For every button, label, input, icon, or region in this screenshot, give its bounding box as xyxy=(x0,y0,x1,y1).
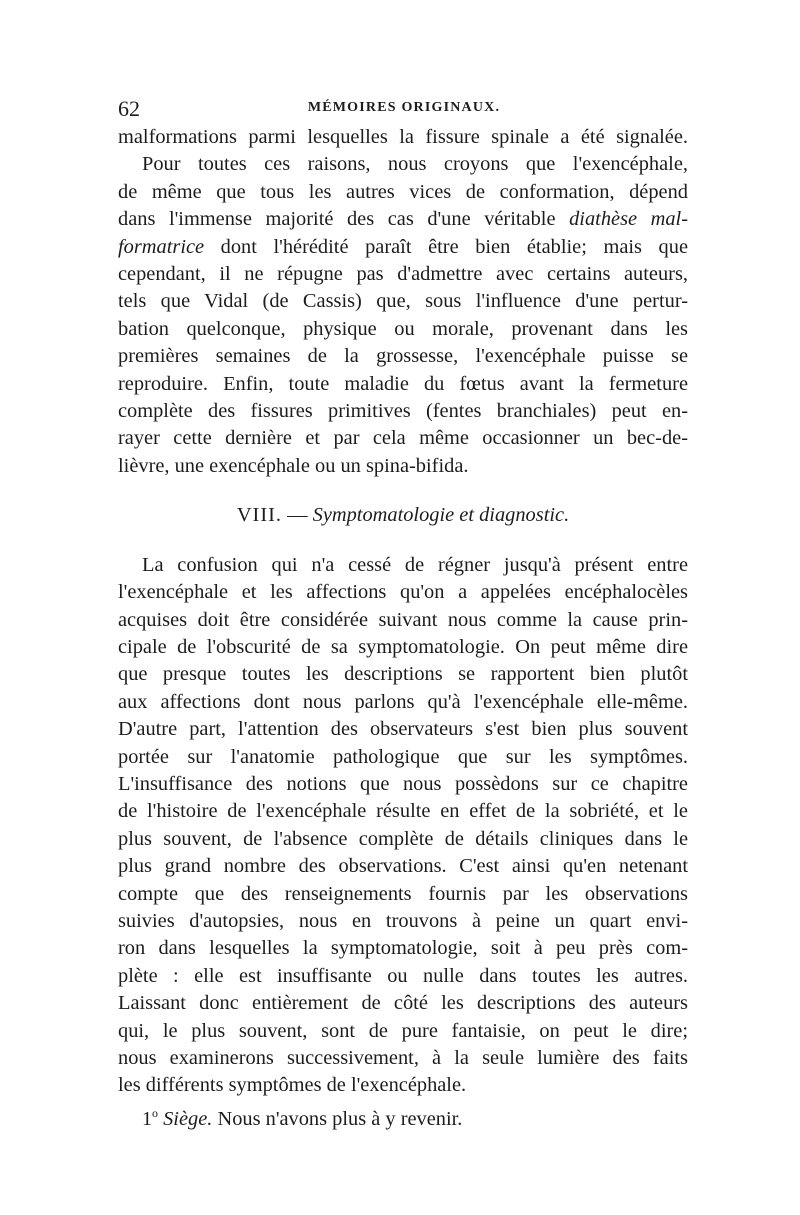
text-line: compte que des renseignements fournis par les observations xyxy=(118,882,688,905)
italic-term: diathèse mal- xyxy=(569,208,689,231)
text-line: complète des fissures primitives (fentes branchiales) peut en- xyxy=(118,400,688,423)
subsection-line xyxy=(118,1100,688,1133)
text-line: portée sur l'anatomie pathologique que sur les symptômes. xyxy=(118,745,688,768)
text-line: lièvre, une exencéphale ou un spina-bifida. xyxy=(118,454,469,477)
text-line: plète : elle est insuffisante ou nulle dans toutes les autres. xyxy=(118,964,688,987)
text-line: L'insuffisance des notions que nous possèdons sur ce chapitre xyxy=(118,772,688,795)
text-line: premières semaines de la grossesse, l'exencéphale puisse se xyxy=(118,345,688,368)
text-segment: dont l'hérédité paraît être bien établie; mais que xyxy=(204,235,688,258)
section-dash: — xyxy=(282,504,313,527)
section-title: Symptomatologie et diagnostic. xyxy=(312,504,570,527)
text-line: qui, le plus souvent, sont de pure fantaisie, on peut le dire; xyxy=(118,1019,688,1042)
text-line: ron dans lesquelles la symptomatologie, soit à peu près com- xyxy=(118,937,688,960)
text-line: Laissant donc entièrement de côté les descriptions des auteurs xyxy=(118,992,688,1015)
text-line: nous examinerons successivement, à la seule lumière des faits xyxy=(118,1047,688,1069)
text-line: cipale de l'obscurité de sa symptomatologie. On peut même dire xyxy=(118,635,688,658)
paragraph-2 xyxy=(118,552,688,1100)
text-line: bation quelconque, physique ou morale, provenant dans les xyxy=(118,317,688,340)
text-line: Pour toutes ces raisons, nous croyons que l'exencéphale, xyxy=(142,153,688,176)
text-line: plus souvent, de l'absence complète de détails cliniques dans le xyxy=(118,827,688,850)
text-line: de même que tous les autres vices de conformation, dépend xyxy=(118,180,688,203)
text-segment: dans l'immense majorité des cas d'une véritable xyxy=(118,208,556,231)
running-head: MÉMOIRES ORIGINAUX. xyxy=(307,100,501,115)
text-line xyxy=(118,206,688,233)
section-number: VIII. xyxy=(236,504,283,527)
text-line: aux affections dont nous parlons qu'à l'exencéphale elle-même. xyxy=(118,690,688,713)
text-line: plus grand nombre des observations. C'est ainsi qu'en netenant xyxy=(118,855,688,878)
section-heading xyxy=(118,502,688,529)
page-header xyxy=(118,96,690,126)
text-line: suivies d'autopsies, nous en trouvons à peine un quart envi- xyxy=(118,909,688,932)
text-line: reproduire. Enfin, toute maladie du fœtus avant la fermeture xyxy=(118,372,688,395)
page-body xyxy=(118,124,688,1133)
text-line: l'exencéphale et les affections qu'on a appelées encéphalocèles xyxy=(118,581,688,604)
text-line: rayer cette dernière et par cela même occasionner un bec-de- xyxy=(118,427,688,450)
text-line xyxy=(118,234,688,261)
text-line: que presque toutes les descriptions se rapportent bien plutôt xyxy=(118,663,688,686)
text-line: de l'histoire de l'exencéphale résulte en effet de la sobriété, et le xyxy=(118,800,688,823)
text-line: malformations parmi lesquelles la fissure spinale a été signalée. xyxy=(118,126,688,148)
subsection-title: Siège. xyxy=(163,1107,213,1130)
italic-term: formatrice xyxy=(118,235,205,258)
text-line: les différents symptômes de l'exencéphale. xyxy=(118,1074,467,1097)
subsection-text: Nous n'avons plus à y revenir. xyxy=(212,1107,463,1130)
text-line: acquises doit être considérée suivant nous comme la cause prin- xyxy=(118,608,688,631)
page-number: 62 xyxy=(118,96,140,121)
subsection-degree: o xyxy=(152,1105,158,1120)
text-line: La confusion qui n'a cessé de régner jusqu'à présent entre xyxy=(142,553,688,576)
text-line: cependant, il ne répugne pas d'admettre avec certains auteurs, xyxy=(118,263,688,286)
paragraph-1 xyxy=(118,124,688,480)
text-line: tels que Vidal (de Cassis) que, sous l'influence d'une pertur- xyxy=(118,290,688,313)
text-line: D'autre part, l'attention des observateurs s'est bien plus souvent xyxy=(118,718,688,741)
subsection-number: 1 xyxy=(142,1107,152,1130)
